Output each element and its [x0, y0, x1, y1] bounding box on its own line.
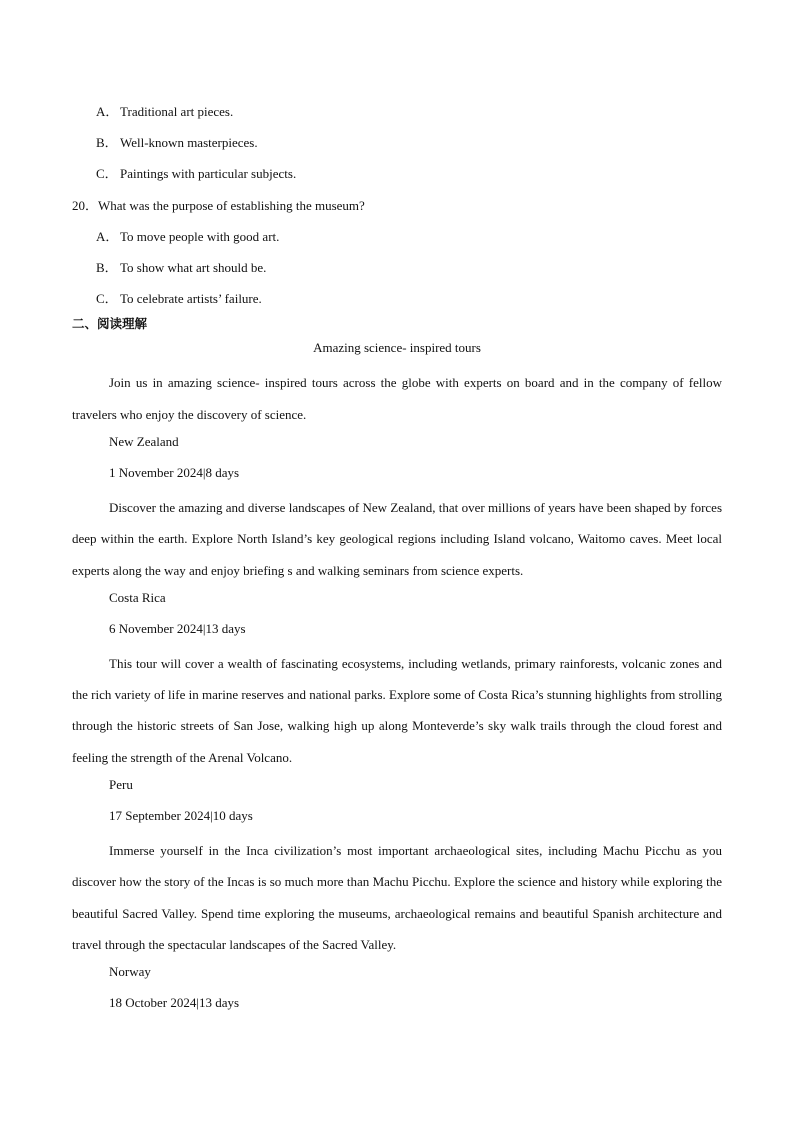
q20-option-c: C． To celebrate artists’ failure. — [96, 291, 262, 307]
passage-title: Amazing science- inspired tours — [313, 340, 481, 356]
tour-place-peru: Peru — [109, 776, 133, 792]
tour-description-costa-rica: This tour will cover a wealth of fascinating ecosystems, including wetlands, primary rainforests, volcanic zones and the rich variety of life in marine reserves and national parks. Explore some of Costa Rica’s stunning highlights from strolling through the historic streets of San Jose, walking high up along Monteverde’s sky walk trails through the cloud forest and feeling the strength of the Arenal Volcano. — [72, 656, 722, 765]
tour-place-new-zealand: New Zealand — [109, 433, 179, 449]
tour-date-costa-rica: 6 November 2024|13 days — [109, 620, 246, 636]
q19-option-a: A． Traditional art pieces. — [96, 104, 234, 119]
passage-intro: Join us in amazing science- inspired tours across the globe with experts on board and in the company of fellow travelers who enjoy the discovery of science. — [72, 375, 722, 422]
q19-option-c: C． Paintings with particular subjects. — [96, 166, 297, 182]
tour-place-norway: Norway — [109, 964, 151, 980]
tour-date-peru: 17 September 2024|10 days — [109, 808, 253, 824]
section-heading: 二、阅读理解 — [72, 316, 148, 332]
q20-option-b: B． To show what art should be. — [96, 259, 267, 275]
question-20: 20．What was the purpose of establishing the museum? — [72, 197, 365, 213]
tour-description-peru: Immerse yourself in the Inca civilization’s most important archaeological sites, including Machu Picchu as you discover how the story of the Incas is so much more than Machu Picchu. Explore the science and history while exploring the beautiful Sacred Valley. Spend time exploring the museums, archaeological remains and beautiful Spanish architecture and travel through the spectacular landscapes of the Sacred Valley. — [72, 843, 722, 952]
document-page — [72, 100, 722, 1022]
q20-option-a: A． To move people with good art. — [96, 228, 280, 244]
tour-date-new-zealand: 1 November 2024|8 days — [109, 464, 240, 480]
tour-date-norway: 18 October 2024|13 days — [109, 995, 240, 1011]
tour-place-costa-rica: Costa Rica — [109, 589, 166, 605]
q19-option-b: B． Well-known masterpieces. — [96, 135, 258, 151]
tour-description-new-zealand: Discover the amazing and diverse landscapes of New Zealand, that over millions of years have been shaped by forces deep within the earth. Explore North Island’s key geological regions including Island volcano, Waitomo caves. Meet local experts along the way and enjoy briefing s and walking seminars from science experts. — [72, 500, 722, 578]
